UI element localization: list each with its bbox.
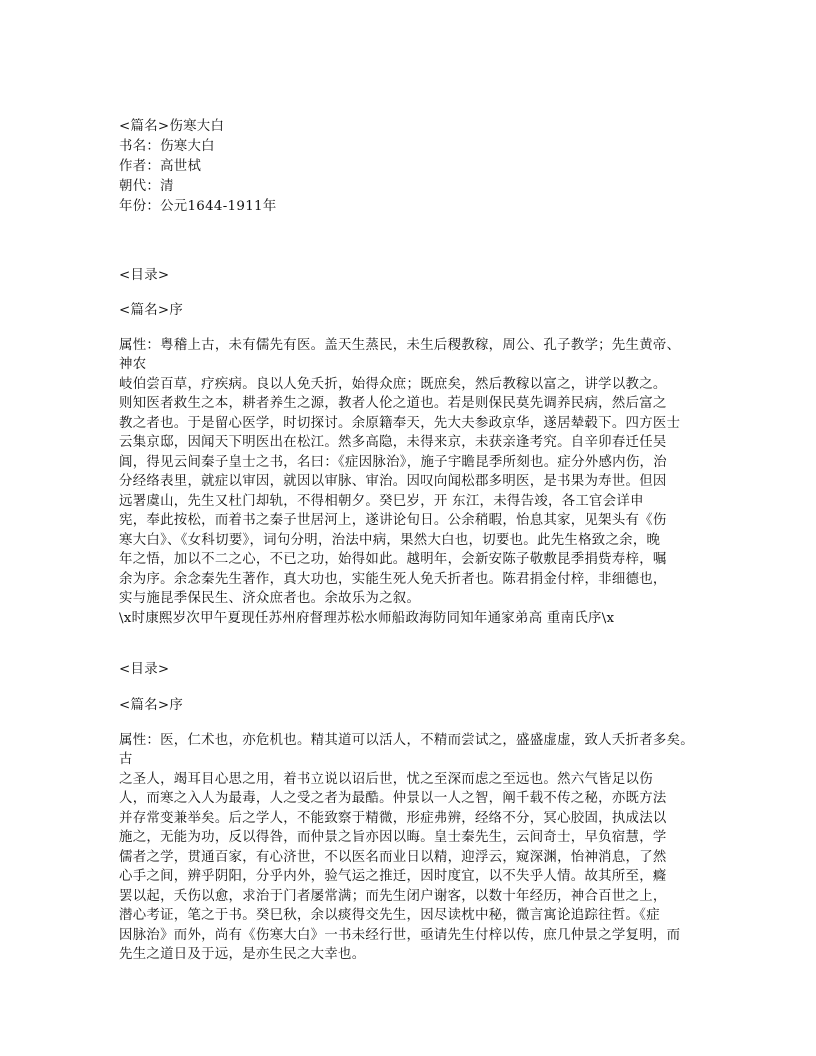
section1-line: 则知医者救生之本，耕者养生之源，教者人伦之道也。若是则保民莫先调养民病，然后富之: [119, 396, 667, 411]
section2-line: 之圣人，竭耳目心思之用，着书立说以诏后世，忧之至深而虑之至远也。然六气皆足以伤: [119, 772, 653, 787]
section2-line: 人，而寒之入人为最毒，人之受之者为最酷。仲景以一人之智，阐千载不传之秘，亦既方法: [119, 791, 667, 806]
section1-line: 分经络表里，就症以审因，就因以审脉、审治。因叹向闻松郡多明医，是书果为寿世。但因: [119, 474, 667, 489]
section2-toc-label: <目录>: [119, 662, 170, 677]
header-dynasty: 朝代：清: [119, 179, 174, 194]
section1-line: 神农: [119, 357, 147, 372]
header-book-name: 书名：伤寒大白: [119, 139, 215, 154]
section1-title: <篇名>序: [119, 303, 184, 318]
section1-line: 寒大白》、《女科切要》，词句分明，治法中病，果然大白也，切要也。此先生格致之余，晚: [119, 533, 661, 548]
section1-line: 岐伯尝百草，疗疾病。良以人免夭折，始得众庶；既庶矣，然后教稼以富之，讲学以教之。: [119, 377, 667, 392]
section2-line: 并存常变兼举矣。后之学人，不能致察于精微，形症弗辨，经络不分，冥心胶固，执成法以: [119, 811, 667, 826]
section2-line: 潜心考证，笔之于书。癸巳秋，余以痰得交先生，因尽读枕中秘，微言寓论追踪往哲。《症: [119, 908, 660, 923]
header-title: <篇名>伤寒大白: [119, 119, 225, 134]
section1-line: 属性：粤稽上古，未有儒先有医。盖天生蒸民，未生后稷教稼，周公、孔子教学；先生黄帝、: [119, 338, 681, 353]
header-author: 作者：高世栻: [119, 159, 202, 174]
section1-line: 阊，得见云间秦子皇士之书，名曰：《症因脉治》，施子宇瞻昆季所刻也。症分外感内伤，治: [119, 455, 667, 470]
section2-line: 心手之间，辨乎阴阳，分乎内外，验气运之推迁，因时度宜，以不失乎人情。故其所至，癃: [119, 869, 667, 884]
section2-line: 施之，无能为功，反以得咎，而仲景之旨亦因以晦。皇士秦先生，云间奇士，早负宿慧，学: [119, 830, 667, 845]
section1-toc-label: <目录>: [119, 268, 170, 283]
header-year: 年份：公元1644-1911年: [119, 199, 277, 214]
section2-title: <篇名>序: [119, 698, 184, 713]
section1-line: 实与施昆季保民生、济众庶者也。余故乐为之叙。: [119, 591, 421, 606]
section1-line: 余为序。余念秦先生著作，真大功也，实能生死人免夭折者也。陈君捐金付梓，非细德也，: [119, 572, 667, 587]
section1-line: 宪，奉此按松，而着书之秦子世居河上，遂讲论旬日。公余稍暇，怡息其家，见架头有《伤: [119, 513, 667, 528]
section2-line: 因脉治》而外，尚有《伤寒大白》一书未经行世，亟请先生付梓以传，庶几仲景之学复明，而: [119, 928, 681, 943]
section2-line: 古: [119, 752, 133, 767]
section2-line: 儒者之学，贯通百家，有心济世，不以医名而业日以精，迎浮云，窥深渊，怡神消息，了然: [119, 850, 667, 865]
section1-line: 远署虞山，先生又杜门却轨，不得相朝夕。癸巳岁，开 东江，未得告竣，各工官会详申: [119, 494, 644, 509]
section1-line: 教之者也。于是留心医学，时切探讨。余原籍奉天，先大夫参政京华，遂居辇毂下。四方医士: [119, 416, 681, 431]
section2-line: 罢以起，夭伤以愈，求治于门者屡常满；而先生闭户谢客，以数十年经历，神合百世之上，: [119, 889, 667, 904]
section1-line: 云集京邸，因闻天下明医出在松江。然多高隐，未得来京，未获亲逢考究。自辛卯春迁任吴: [119, 435, 667, 450]
section1-signature: \x时康熙岁次甲午夏现任苏州府督理苏松水师船政海防同知年通家弟高 重南氏序\x: [119, 611, 615, 626]
section1-line: 年之悟，加以不二之心，不已之功，始得如此。越明年，会新安陈子敬敷昆季捐赀寿梓，嘱: [119, 552, 667, 567]
section2-line: 属性：医，仁术也，亦危机也。精其道可以活人，不精而尝试之，盛盛虚虚，致人夭折者多矣。: [119, 733, 695, 748]
section2-line: 先生之道日及于远，是亦生民之大幸也。: [119, 947, 366, 962]
